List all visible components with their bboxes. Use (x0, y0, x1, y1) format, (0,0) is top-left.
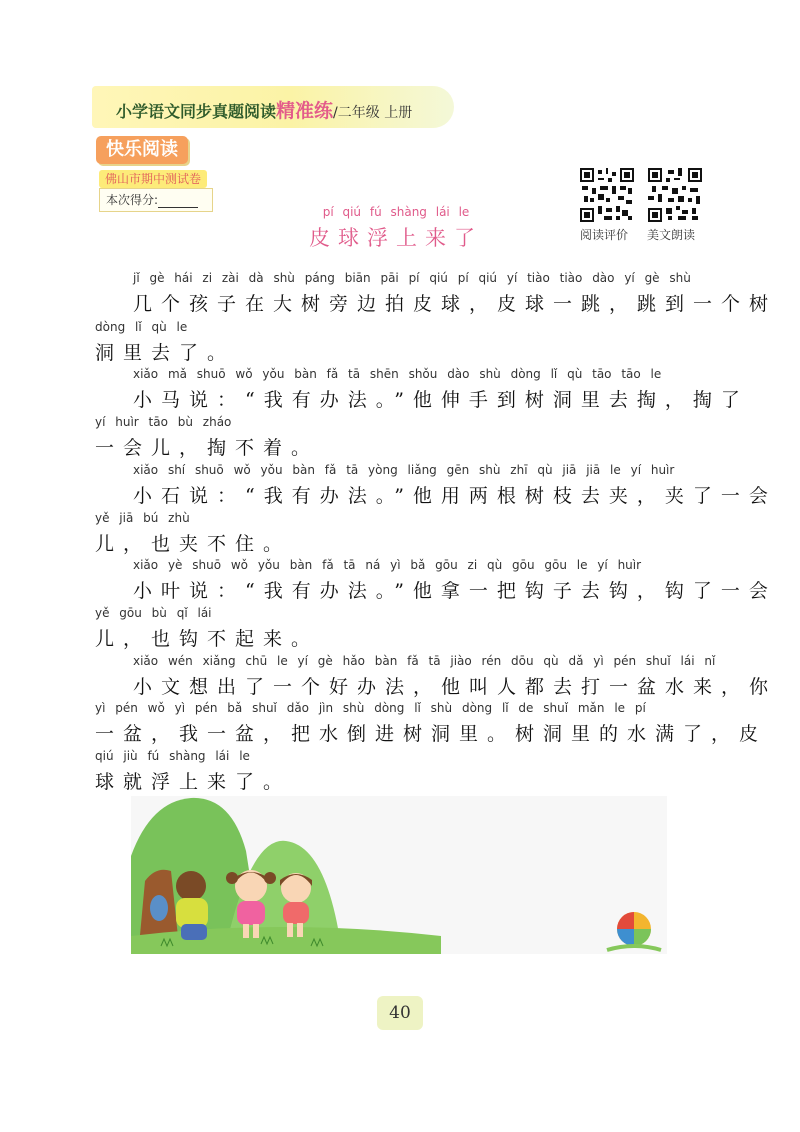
pinyin-line: xiǎo yè shuō wǒ yǒu bàn fǎ tā ná yì bǎ gōu zi qù gōu gōu le yí huìr (133, 558, 642, 572)
title-pinyin: pí qiú fú shàng lái le (322, 205, 470, 219)
source-tag: 佛山市期中测试卷 (99, 170, 207, 188)
pinyin-line: xiǎo mǎ shuō wǒ yǒu bàn fǎ tā shēn shǒu dào shù dòng lǐ qù tāo tāo le (133, 367, 662, 381)
book-series: 小学语文同步真题阅读 (116, 102, 277, 121)
qr-label-reading: 美文朗读 (647, 228, 696, 242)
text-line: 一会儿，掏不着。 (95, 437, 320, 459)
pinyin-line: yì pén wǒ yì pén bǎ shuǐ dǎo jìn shù dòng lǐ shù dòng lǐ de shuǐ mǎn le pí (95, 701, 646, 715)
pinyin-line: yí huìr tāo bù zháo (95, 415, 232, 429)
qr-code-icon[interactable] (648, 168, 702, 222)
text-line: 小叶说：“我有办法。”他拿一把钩子去钩，钩了一会 (133, 580, 777, 602)
book-title (116, 96, 412, 123)
qr-label-evaluation: 阅读评价 (580, 228, 629, 242)
pinyin-line: qiú jiù fú shàng lái le (95, 749, 250, 763)
text-line: 小石说：“我有办法。”他用两根树枝去夹，夹了一会 (133, 485, 777, 507)
text-line: 一盆，我一盆，把水倒进树洞里。树洞里的水满了，皮 (95, 723, 768, 745)
score-label: 本次得分: (106, 193, 159, 207)
pinyin-line: jǐ gè hái zi zài dà shù páng biān pāi pí qiú pí qiú yí tiào tiào dào yí gè shù (133, 271, 691, 285)
book-grade: /二年级 上册 (333, 105, 413, 121)
pinyin-line: dòng lǐ qù le (95, 320, 188, 334)
pinyin-line: yě jiā bú zhù (95, 511, 190, 525)
pinyin-line: xiǎo shí shuō wǒ yǒu bàn fǎ tā yòng liǎng gēn shù zhī qù jiā jiā le yí huìr (133, 463, 675, 477)
text-line: 洞里去了。 (95, 342, 236, 364)
story-illustration (131, 796, 667, 954)
text-line: 儿，也钩不起来。 (95, 628, 320, 650)
score-blank[interactable] (158, 193, 198, 208)
text-line: 小文想出了一个好办法，他叫人都去打一盆水来，你 (133, 676, 778, 698)
page-number: 40 (377, 996, 423, 1030)
text-line: 球就浮上来了。 (95, 771, 292, 793)
score-box (99, 188, 213, 212)
qr-code-icon[interactable] (580, 168, 634, 222)
story-title: 皮球浮上来了 (309, 226, 483, 250)
section-tag: 快乐阅读 (96, 136, 188, 164)
text-line: 小马说：“我有办法。”他伸手到树洞里去掏，掏了 (133, 389, 749, 411)
pinyin-line: yě gōu bù qǐ lái (95, 606, 212, 620)
book-series-emph: 精准练 (276, 100, 334, 122)
text-line: 几个孩子在大树旁边拍皮球，皮球一跳，跳到一个树 (133, 293, 778, 315)
pinyin-line: xiǎo wén xiǎng chū le yí gè hǎo bàn fǎ tā jiào rén dōu qù dǎ yì pén shuǐ lái nǐ (133, 654, 716, 668)
text-line: 儿，也夹不住。 (95, 533, 292, 555)
